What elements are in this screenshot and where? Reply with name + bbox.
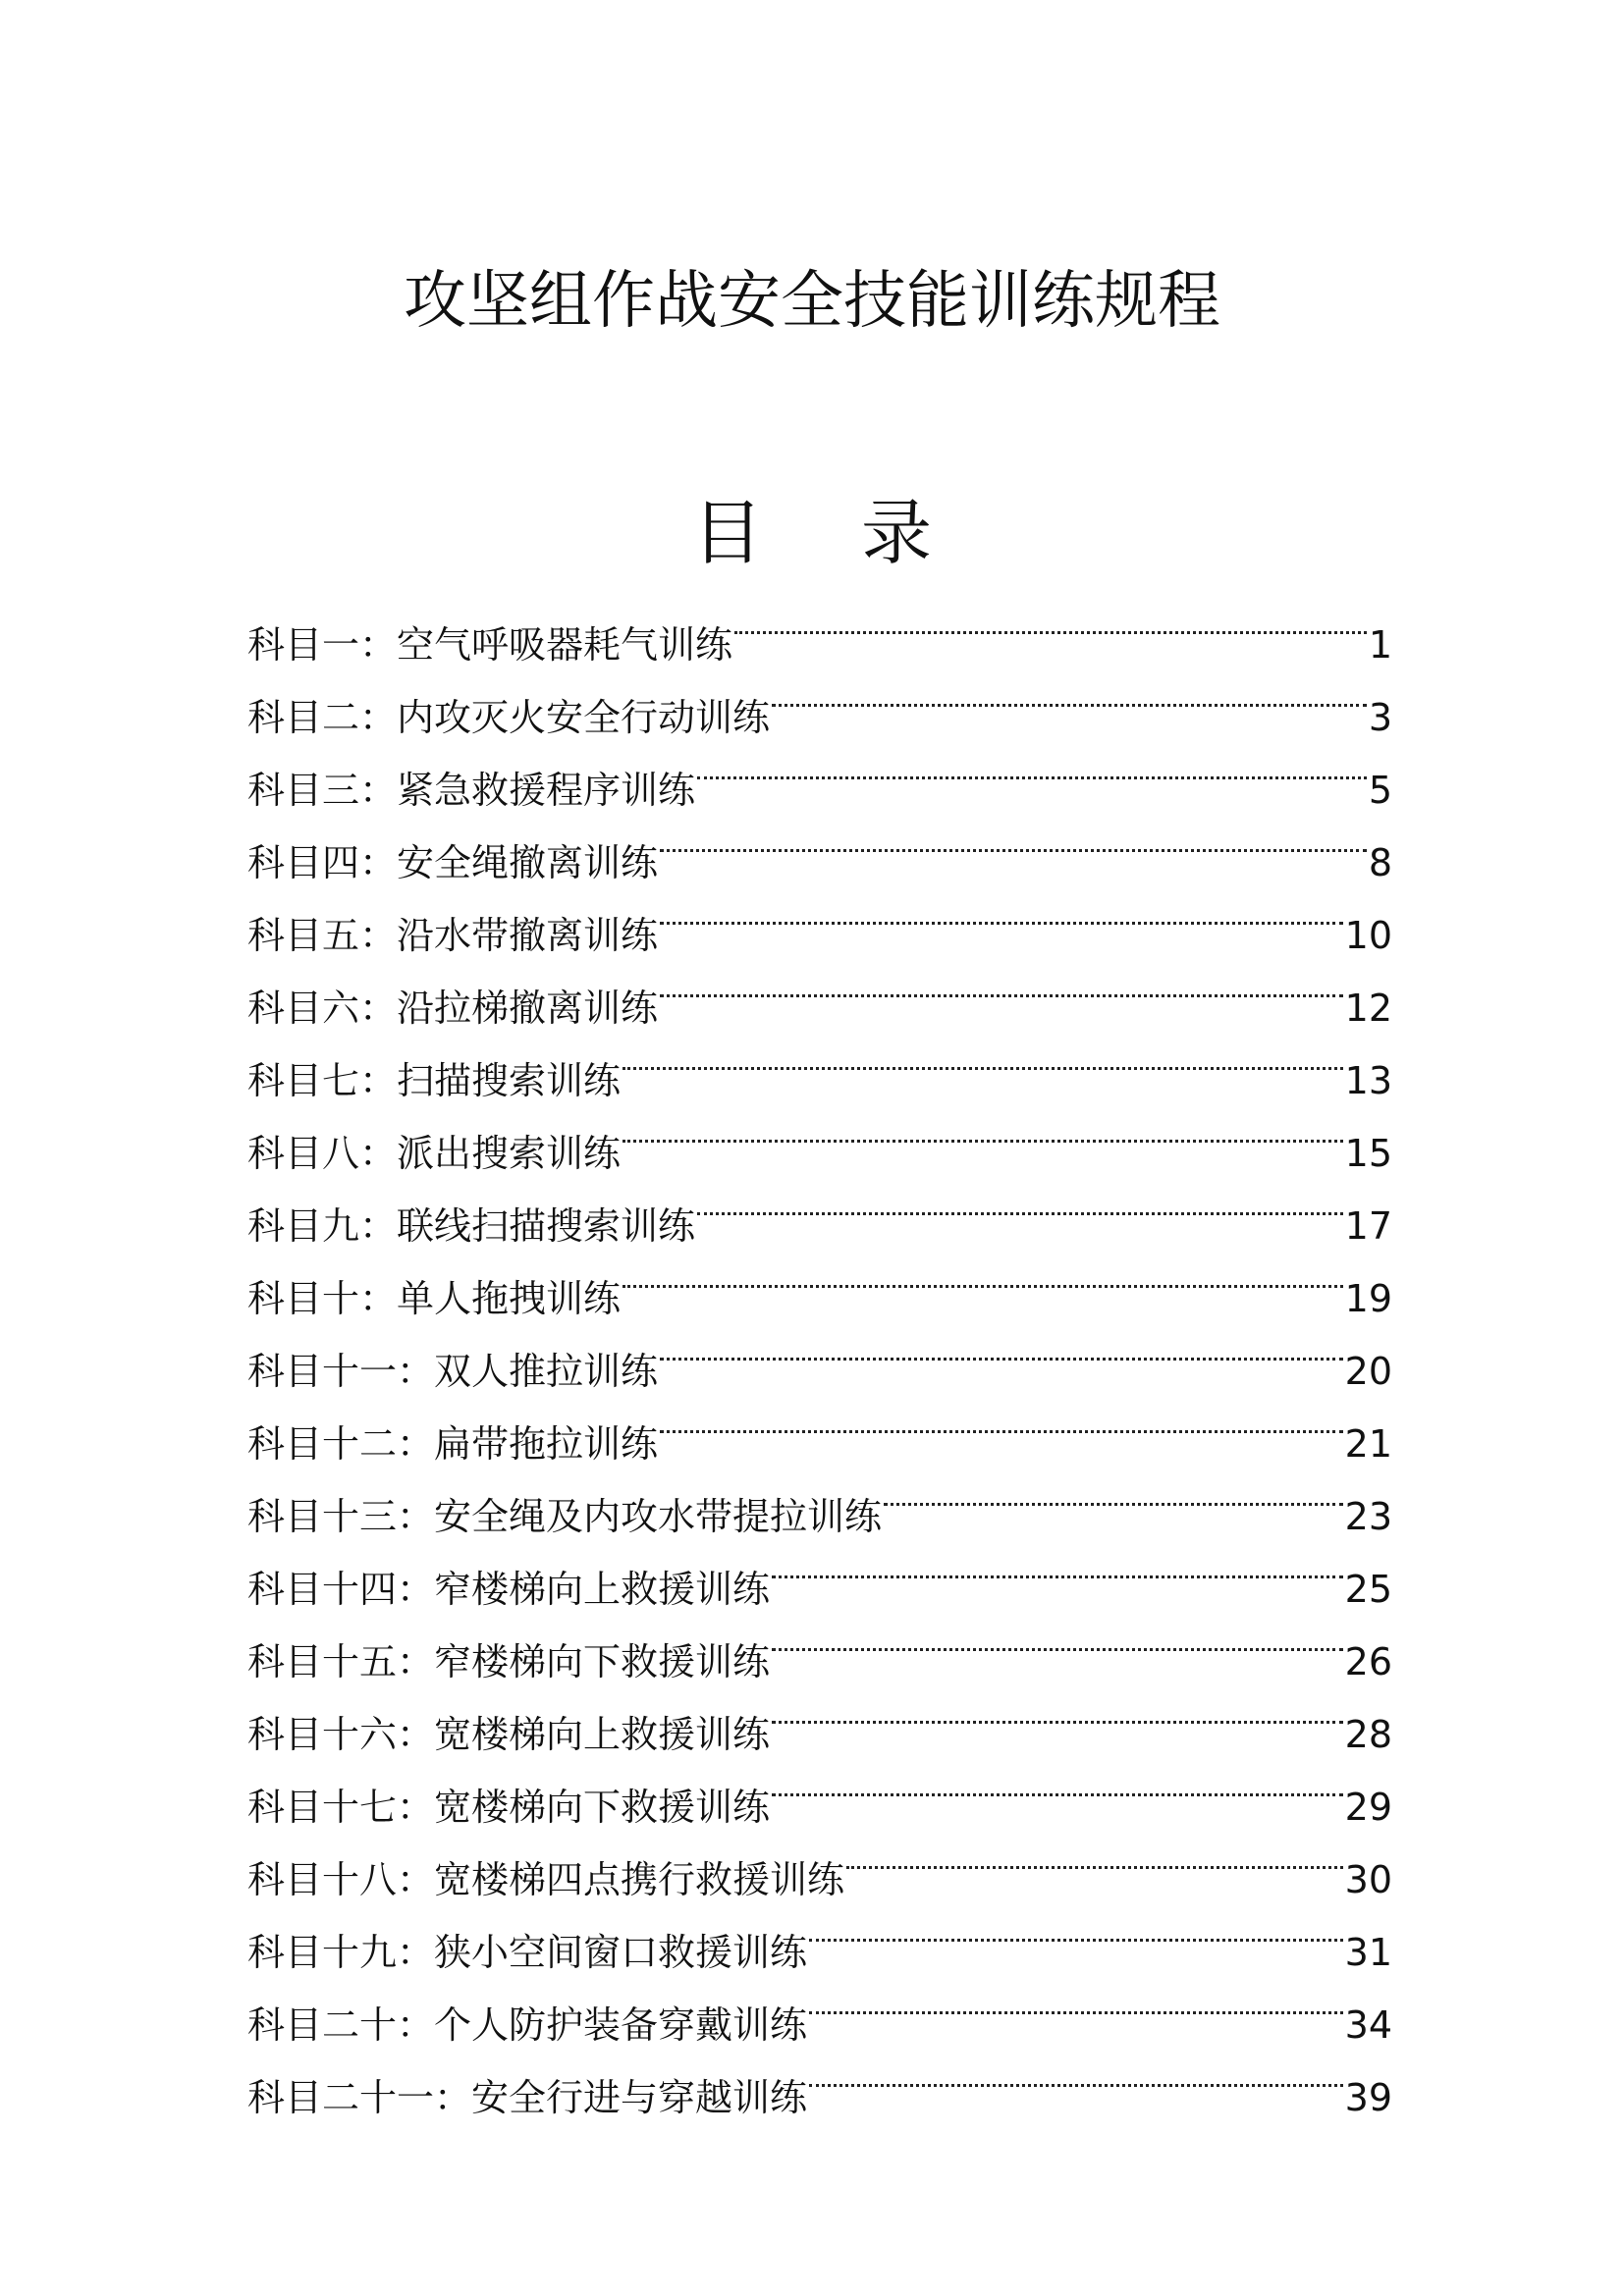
toc-dot-leader xyxy=(846,1820,1343,1893)
toc-page-number: 15 xyxy=(1344,1132,1392,1175)
toc-entry-label: 科目十：单人拖拽训练 xyxy=(247,1277,622,1320)
toc-entry-label: 科目十八：宽楼梯四点携行救援训练 xyxy=(247,1858,845,1901)
toc-page-number: 17 xyxy=(1344,1204,1392,1248)
toc-dot-leader xyxy=(809,1965,1343,2038)
toc-dot-leader xyxy=(772,1602,1343,1675)
toc-entry-label: 科目一：空气呼吸器耗气训练 xyxy=(247,623,733,667)
toc-entry-label: 科目十三：安全绳及内攻水带提拉训练 xyxy=(247,1495,883,1538)
table-of-contents xyxy=(247,585,1392,2119)
toc-page-number: 23 xyxy=(1344,1495,1392,1538)
toc-dot-leader xyxy=(660,948,1343,1021)
toc-page-number: 30 xyxy=(1344,1858,1392,1901)
toc-page-number: 29 xyxy=(1344,1786,1392,1829)
toc-entry-label: 科目十五：窄楼梯向下救援训练 xyxy=(247,1640,771,1683)
toc-entry-label: 科目十二：扁带拖拉训练 xyxy=(247,1422,659,1466)
toc-page-number: 3 xyxy=(1368,696,1392,739)
toc-heading-right: 录 xyxy=(861,492,933,574)
toc-entry-label: 科目四：安全绳撤离训练 xyxy=(247,841,659,884)
toc-entry-label: 科目七：扫描搜索训练 xyxy=(247,1059,622,1102)
toc-dot-leader xyxy=(697,1166,1343,1239)
toc-dot-leader xyxy=(660,876,1343,948)
toc-entry-label: 科目二十：个人防护装备穿戴训练 xyxy=(247,2003,808,2047)
toc-entry-label: 科目二十一：安全行进与穿越训练 xyxy=(247,2076,808,2119)
toc-page-number: 39 xyxy=(1344,2076,1392,2119)
toc-entry-label: 科目十一：双人推拉训练 xyxy=(247,1350,659,1393)
toc-page-number: 12 xyxy=(1344,987,1392,1030)
toc-page-number: 8 xyxy=(1368,841,1392,884)
toc-page-number: 5 xyxy=(1368,769,1392,812)
toc-dot-leader xyxy=(623,1094,1343,1166)
toc-page-number: 31 xyxy=(1344,1931,1392,1974)
toc-heading xyxy=(0,489,1624,577)
document-title: 攻坚组作战安全技能训练规程 xyxy=(404,265,1220,338)
toc-entry-label: 科目十七：宽楼梯向下救援训练 xyxy=(247,1786,771,1829)
toc-heading-left: 目 xyxy=(691,492,763,574)
toc-dot-leader xyxy=(734,585,1367,658)
toc-page-number: 13 xyxy=(1344,1059,1392,1102)
toc-dot-leader xyxy=(772,658,1367,730)
toc-entry[interactable] xyxy=(247,585,1392,667)
toc-entry-label: 科目九：联线扫描搜索训练 xyxy=(247,1204,696,1248)
toc-dot-leader xyxy=(660,1384,1343,1457)
toc-page-number: 20 xyxy=(1344,1350,1392,1393)
toc-dot-leader xyxy=(697,730,1367,803)
toc-page-number: 26 xyxy=(1344,1640,1392,1683)
toc-entry-label: 科目二：内攻灭火安全行动训练 xyxy=(247,696,771,739)
toc-dot-leader xyxy=(660,803,1367,876)
toc-dot-leader xyxy=(772,1529,1343,1602)
toc-entry-label: 科目十四：窄楼梯向上救援训练 xyxy=(247,1568,771,1611)
toc-dot-leader xyxy=(809,2038,1343,2110)
toc-page-number: 25 xyxy=(1344,1568,1392,1611)
toc-page-number: 1 xyxy=(1368,623,1392,667)
toc-page-number: 28 xyxy=(1344,1713,1392,1756)
toc-dot-leader xyxy=(772,1675,1343,1747)
toc-entry-label: 科目十六：宽楼梯向上救援训练 xyxy=(247,1713,771,1756)
toc-dot-leader xyxy=(623,1239,1343,1311)
toc-dot-leader xyxy=(884,1457,1343,1529)
toc-dot-leader xyxy=(623,1021,1343,1094)
toc-dot-leader xyxy=(809,1893,1343,1965)
toc-entry-label: 科目三：紧急救援程序训练 xyxy=(247,769,696,812)
toc-dot-leader xyxy=(660,1311,1343,1384)
toc-page-number: 19 xyxy=(1344,1277,1392,1320)
toc-entry-label: 科目十九：狭小空间窗口救援训练 xyxy=(247,1931,808,1974)
toc-entry-label: 科目五：沿水带撤离训练 xyxy=(247,914,659,957)
toc-page-number: 21 xyxy=(1344,1422,1392,1466)
toc-entry-label: 科目八：派出搜索训练 xyxy=(247,1132,622,1175)
toc-entry-label: 科目六：沿拉梯撤离训练 xyxy=(247,987,659,1030)
toc-dot-leader xyxy=(772,1747,1343,1820)
toc-page-number: 34 xyxy=(1344,2003,1392,2047)
toc-page-number: 10 xyxy=(1344,914,1392,957)
